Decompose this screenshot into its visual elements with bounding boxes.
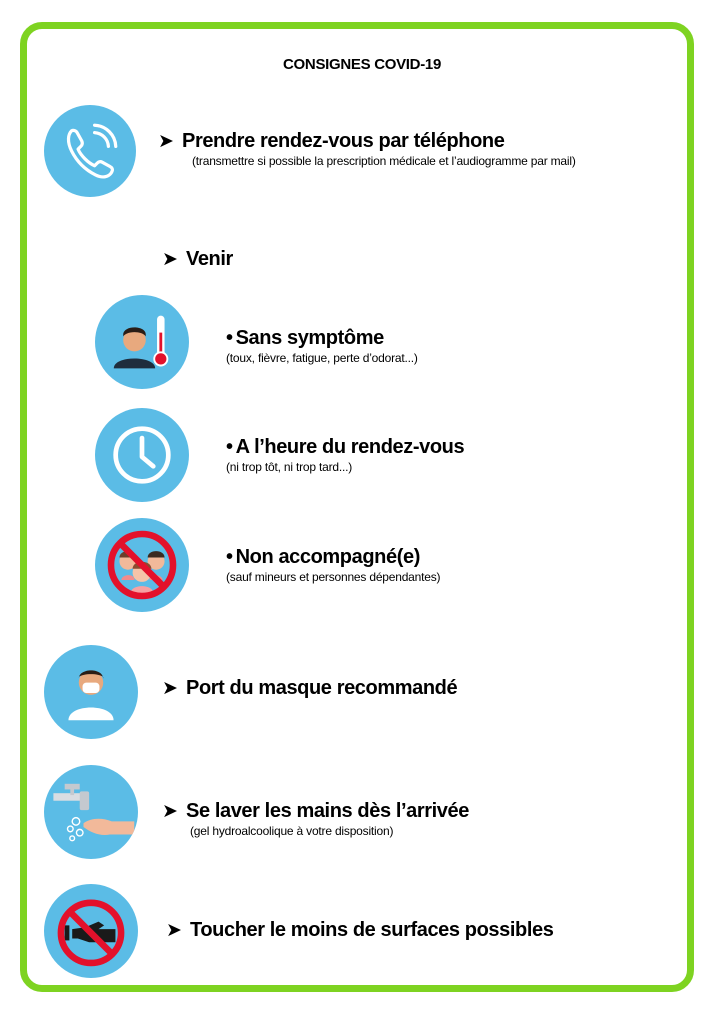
item-phone bbox=[158, 130, 576, 168]
item-subtext: (toux, fièvre, fatigue, perte d’odorat...) bbox=[226, 351, 418, 365]
item-heading: Venir bbox=[186, 248, 233, 270]
arrow-icon: ➤ bbox=[166, 920, 182, 941]
thermometer-person-icon bbox=[95, 295, 189, 389]
bullet: • bbox=[226, 436, 233, 458]
item-subtext: (sauf mineurs et personnes dépendantes) bbox=[226, 570, 441, 584]
item-venir bbox=[162, 248, 233, 271]
item-heading: Prendre rendez-vous par téléphone bbox=[182, 130, 505, 152]
item-heading: Non accompagné(e) bbox=[235, 546, 420, 568]
item-heading: Toucher le moins de surfaces possibles bbox=[190, 919, 554, 941]
item-heading: A l’heure du rendez-vous bbox=[235, 436, 465, 458]
item-heading: Port du masque recommandé bbox=[186, 677, 458, 699]
item-on-time bbox=[226, 436, 464, 474]
item-heading: Se laver les mains dès l’arrivée bbox=[186, 800, 469, 822]
item-symptom bbox=[226, 327, 418, 365]
item-subtext: (ni trop tôt, ni trop tard...) bbox=[226, 460, 353, 474]
item-heading: Sans symptôme bbox=[235, 327, 384, 349]
item-subtext: (gel hydroalcoolique à votre disposition) bbox=[190, 824, 394, 838]
phone-icon bbox=[44, 105, 136, 197]
arrow-icon: ➤ bbox=[162, 249, 178, 270]
item-no-touch bbox=[166, 919, 553, 942]
item-wash-hands bbox=[162, 800, 469, 838]
page-title: CONSIGNES COVID-19 bbox=[283, 56, 441, 73]
clock-icon bbox=[95, 408, 189, 502]
no-group-icon bbox=[95, 518, 189, 612]
item-subtext: (transmettre si possible la prescription médicale et l’audiogramme par mail) bbox=[192, 154, 576, 168]
arrow-icon: ➤ bbox=[162, 801, 178, 822]
item-mask bbox=[162, 677, 457, 700]
arrow-icon: ➤ bbox=[162, 678, 178, 699]
bullet: • bbox=[226, 327, 233, 349]
no-touch-icon bbox=[44, 884, 138, 978]
item-alone bbox=[226, 546, 440, 584]
arrow-icon: ➤ bbox=[158, 131, 174, 152]
hand-washing-icon bbox=[44, 765, 138, 859]
masked-person-icon bbox=[44, 645, 138, 739]
bullet: • bbox=[226, 546, 233, 568]
